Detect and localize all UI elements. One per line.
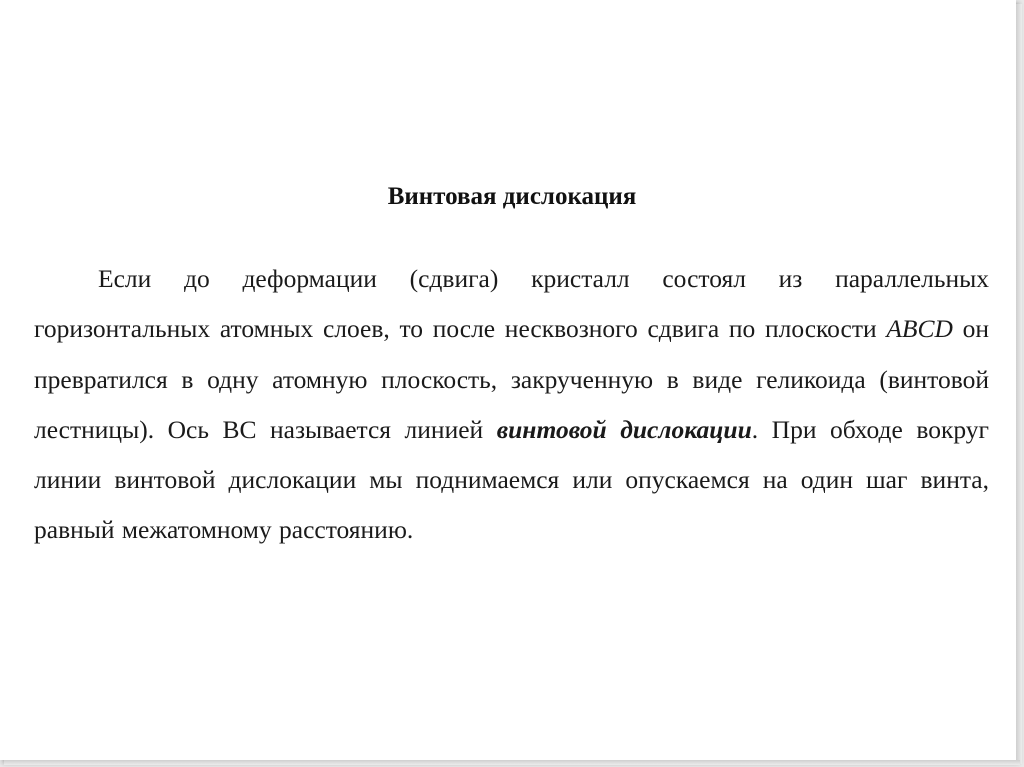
body-paragraph [34, 254, 989, 556]
page-shadow-right [1016, 4, 1022, 764]
page-title: Винтовая дислокация [387, 183, 637, 210]
paragraph-text-part-2: он превратился в одну атомную плоскость, закрученную в виде геликоида (винтовой лестницы). Ось ВС называется линией [34, 314, 989, 444]
term-abcd: ABCD [886, 314, 953, 344]
page-shadow-bottom [4, 760, 1020, 765]
paragraph-text-part-1: Если до деформации (сдвига) кристалл состоял из параллельных горизонтальных атомных слоев, то после несквозного сдвига по плоскости [34, 264, 989, 344]
paragraph-text-part-3: . При обходе вокруг линии винтовой дислокации мы поднимаемся или опускаемся на один шаг винта, равный межатомному расстоянию. [34, 414, 989, 545]
term-screw-dislocation: винтовой дислокации [496, 414, 752, 444]
